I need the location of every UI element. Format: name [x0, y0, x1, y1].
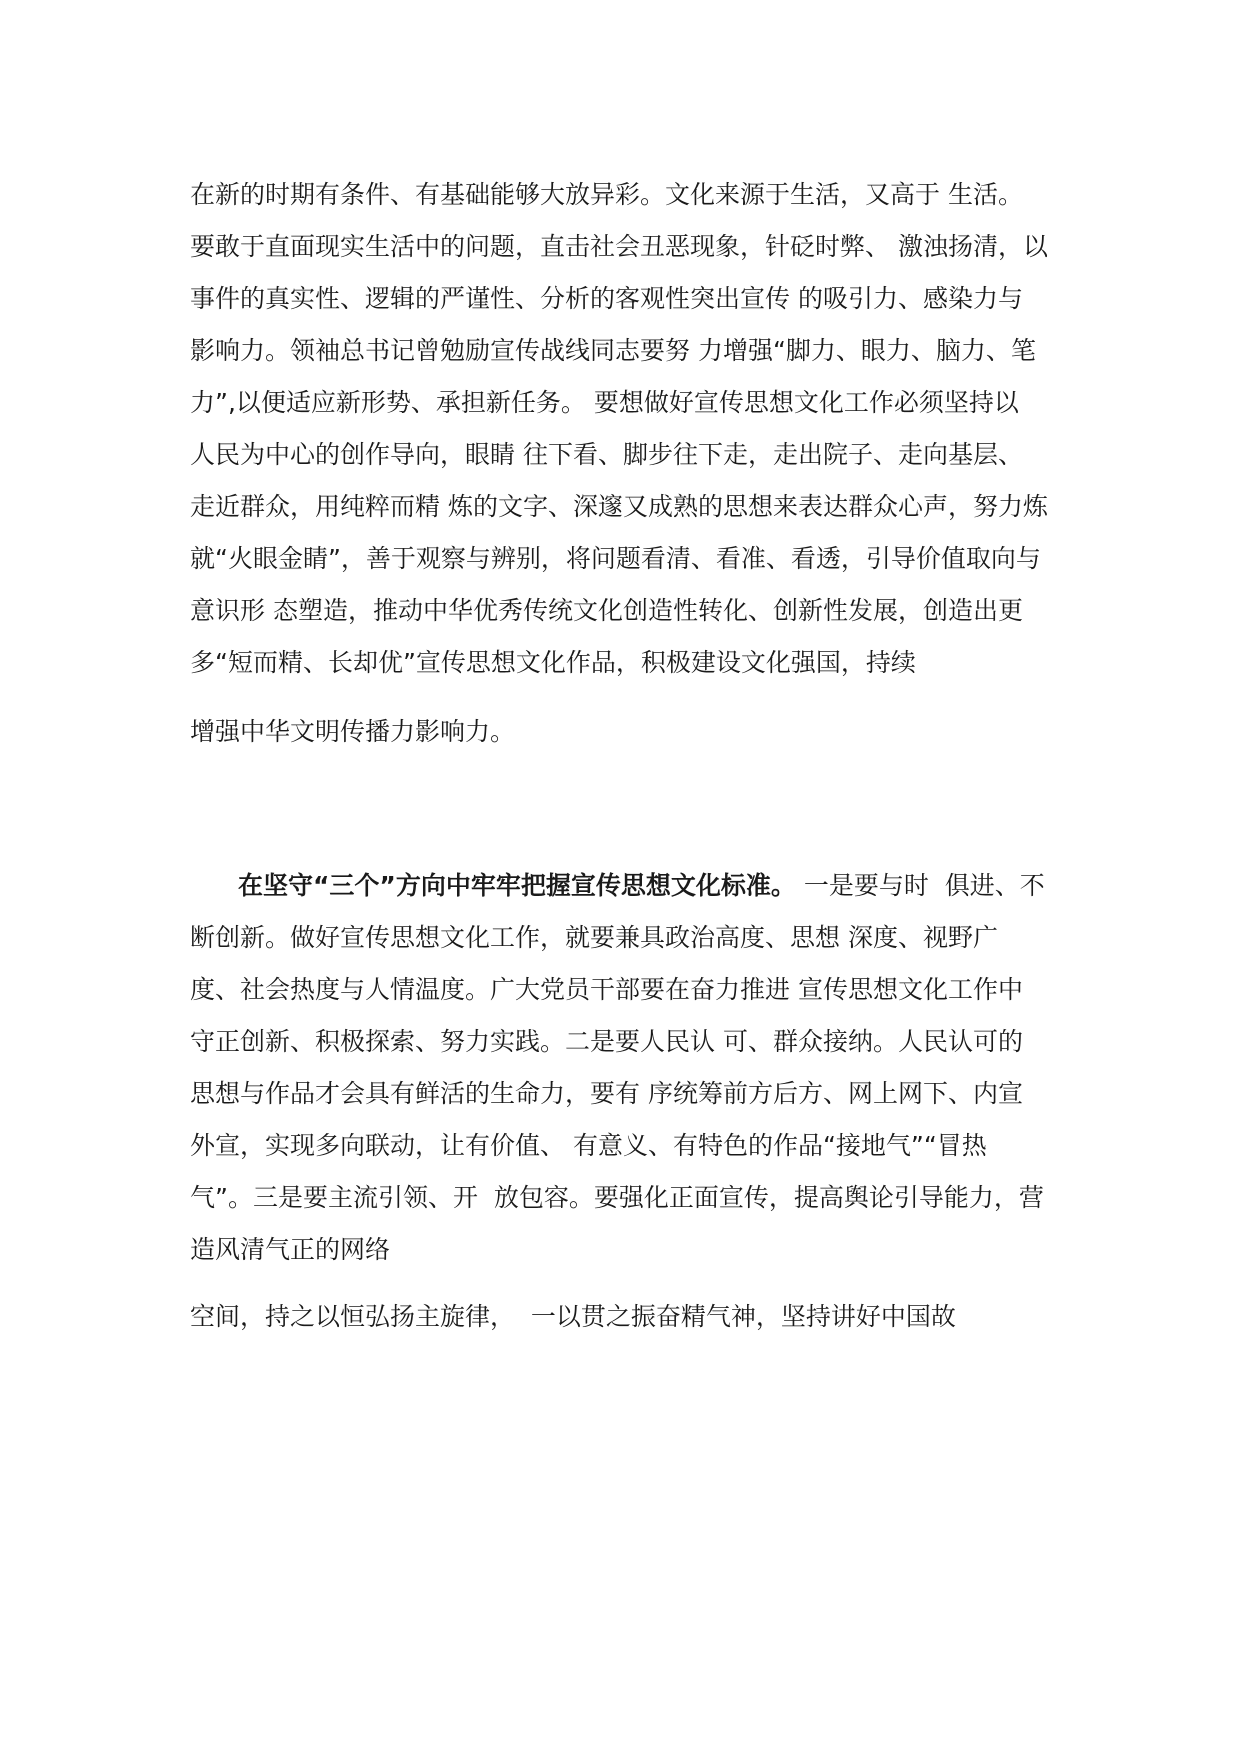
paragraph-2-line-7: 气”。三是要主流引领、开 放包容。要强化正面宣传，提高舆论引导能力，营 — [190, 1183, 1044, 1212]
paragraph-2-first-line-rest: 一是要与时 俱进、不 — [795, 871, 1045, 900]
paragraph-2-line-6: 外宣，实现多向联动，让有价值、 有意义、有特色的作品“接地气”“冒热 — [190, 1131, 987, 1160]
paragraph-1-line-9: 意识形 态塑造，推动中华优秀传统文化创造性转化、创新性发展，创造出更 — [190, 596, 1023, 625]
paragraph-1-line-1: 在新的时期有条件、有基础能够大放异彩。文化来源于生活，又高于 生活。 — [190, 180, 1023, 209]
paragraph-2-line-3: 度、社会热度与人情温度。广大党员干部要在奋力推进 宣传思想文化工作中 — [190, 975, 1023, 1004]
paragraph-2-line-4: 守正创新、积极探索、努力实践。二是要人民认 可、群众接纳。人民认可的 — [190, 1027, 1023, 1056]
paragraph-1-line-5: 力”,以便适应新形势、承担新任务。 要想做好宣传思想文化工作必须坚持以 — [190, 388, 1019, 417]
paragraph-2-first-line — [238, 870, 1045, 902]
paragraph-1-line-6: 人民为中心的创作导向，眼睛 往下看、脚步往下走，走出院子、走向基层、 — [190, 440, 1023, 469]
paragraph-1-trailing-line: 增强中华文明传播力影响力。 — [190, 717, 516, 746]
paragraph-1-line-7: 走近群众，用纯粹而精 炼的文字、深邃又成熟的思想来表达群众心声，努力炼 — [190, 492, 1048, 521]
paragraph-2-line-8: 造风清气正的网络 — [190, 1235, 391, 1264]
paragraph-2-line-2: 断创新。做好宣传思想文化工作，就要兼具政治高度、思想 深度、视野广 — [190, 923, 998, 952]
paragraph-1-line-8: 就“火眼金睛”，善于观察与辨别，将问题看清、看准、看透，引导价值取向与 — [190, 544, 1041, 573]
paragraph-1-line-2: 要敢于直面现实生活中的问题，直击社会丑恶现象，针砭时弊、 激浊扬清，以 — [190, 232, 1048, 261]
paragraph-2-trailing-line: 空间，持之以恒弘扬主旋律， 一以贯之振奋精气神，坚持讲好中国故 — [190, 1302, 956, 1331]
paragraph-2-line-5: 思想与作品才会具有鲜活的生命力，要有 序统筹前方后方、网上网下、内宣 — [190, 1079, 1023, 1108]
paragraph-1-line-3: 事件的真实性、逻辑的严谨性、分析的客观性突出宣传 的吸引力、感染力与 — [190, 284, 1023, 313]
paragraph-1-line-4: 影响力。领袖总书记曾勉励宣传战线同志要努 力增强“脚力、眼力、脑力、笔 — [190, 336, 1036, 365]
paragraph-2-heading: 在坚守“三个”方向中牢牢把握宣传思想文化标准。 — [238, 871, 796, 900]
paragraph-1-line-10: 多“短而精、长却优”宣传思想文化作品，积极建设文化强国，持续 — [190, 648, 916, 677]
